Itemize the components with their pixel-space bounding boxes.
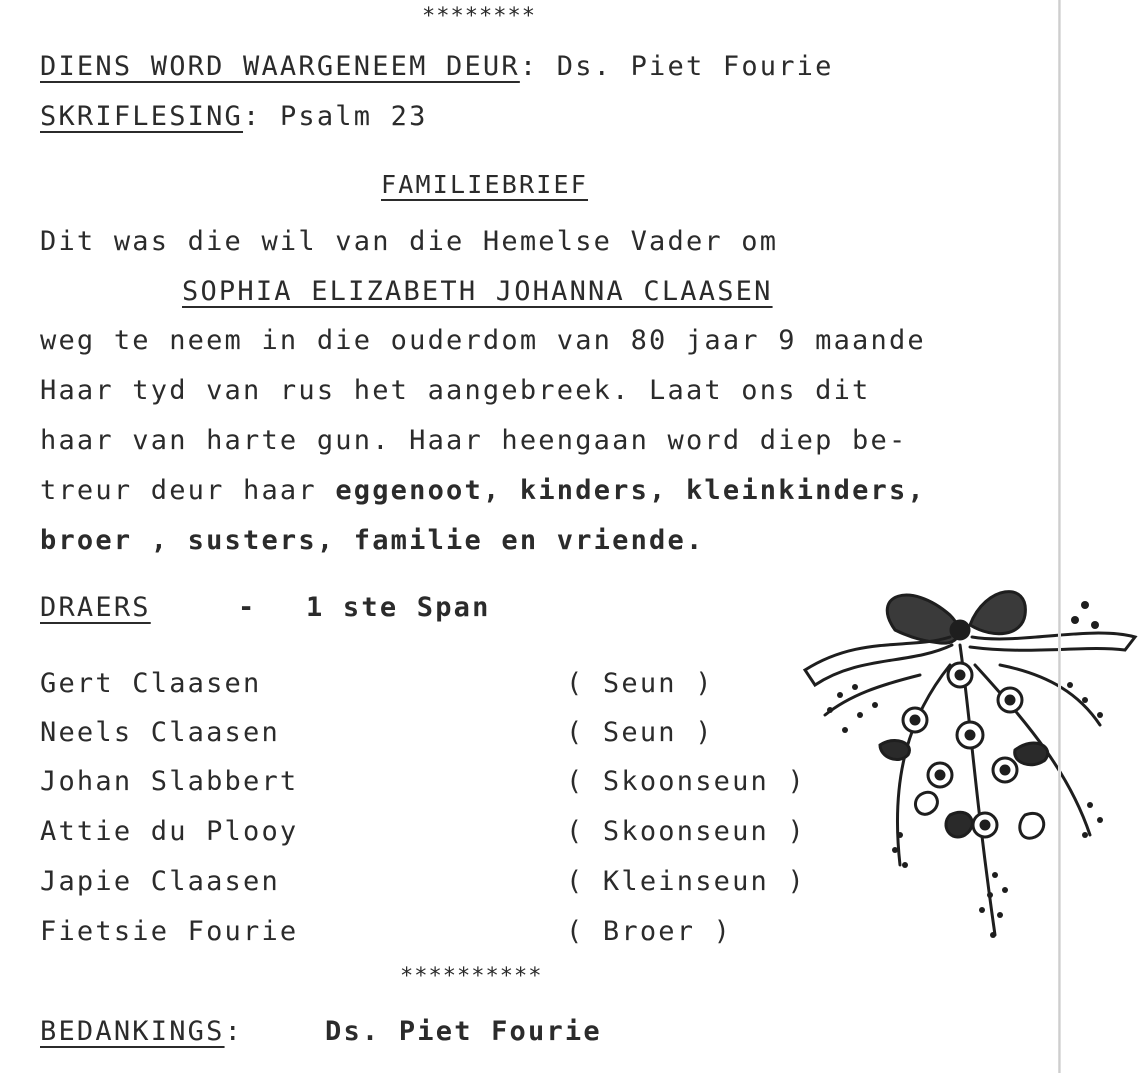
bearer-name: Attie du Plooy bbox=[40, 816, 299, 847]
bearer-name: Neels Claasen bbox=[40, 717, 280, 748]
letter-line-6a: treur deur haar bbox=[40, 475, 317, 506]
reading-label: SKRIFLESING bbox=[40, 101, 244, 132]
letter-line-7: broer , susters, familie en vriende. bbox=[40, 525, 705, 556]
bearers-dash: - bbox=[238, 592, 257, 623]
bearer-relation: ( Broer ) bbox=[566, 916, 733, 947]
reading-value: Psalm 23 bbox=[279, 101, 428, 132]
footer-stars: ********** bbox=[400, 964, 543, 989]
bearers-span: 1 ste Span bbox=[306, 592, 491, 623]
bearer-relation: ( Seun ) bbox=[566, 717, 714, 748]
service-value: Ds. Piet Fourie bbox=[556, 51, 834, 82]
service-line: DIENS WORD WAARGENEEM DEUR: Ds. Piet Fourie bbox=[40, 51, 834, 82]
letter-line-3: weg te neem in die ouderdom van 80 jaar 9 maande bbox=[40, 325, 926, 356]
letter-line-4: Haar tyd van rus het aangebreek. Laat ons dit bbox=[40, 375, 871, 406]
bearers-heading bbox=[40, 594, 151, 621]
thanks-value: Ds. Piet Fourie bbox=[325, 1016, 602, 1047]
reading-line: SKRIFLESING: Psalm 23 bbox=[40, 101, 428, 132]
letter-title: FAMILIEBRIEF bbox=[381, 170, 589, 199]
header-stars: ******** bbox=[422, 4, 536, 29]
bearers-label: DRAERS bbox=[40, 592, 151, 623]
bearer-name: Johan Slabbert bbox=[40, 766, 299, 797]
letter-line-6 bbox=[40, 477, 926, 504]
bearer-relation: ( Skoonseun ) bbox=[566, 816, 806, 847]
letter-line-1: Dit was die wil van die Hemelse Vader om bbox=[40, 226, 779, 257]
bearer-relation: ( Seun ) bbox=[566, 668, 714, 699]
thanks-label-line: BEDANKINGS: bbox=[40, 1016, 244, 1047]
paper-fold-line bbox=[1058, 0, 1061, 1073]
bearer-name: Fietsie Fourie bbox=[40, 916, 299, 947]
thanks-label: BEDANKINGS bbox=[40, 1016, 225, 1047]
ribbon-flower-bouquet-icon bbox=[800, 575, 1145, 955]
bearer-name: Gert Claasen bbox=[40, 668, 262, 699]
service-label: DIENS WORD WAARGENEEM DEUR bbox=[40, 51, 520, 82]
deceased-name: SOPHIA ELIZABETH JOHANNA CLAASEN bbox=[182, 276, 773, 307]
bearer-relation: ( Skoonseun ) bbox=[566, 766, 806, 797]
bearer-relation: ( Kleinseun ) bbox=[566, 866, 806, 897]
letter-line-6b: eggenoot, kinders, kleinkinders, bbox=[335, 475, 926, 506]
letter-line-5: haar van harte gun. Haar heengaan word diep be- bbox=[40, 425, 908, 456]
bearer-name: Japie Claasen bbox=[40, 866, 280, 897]
